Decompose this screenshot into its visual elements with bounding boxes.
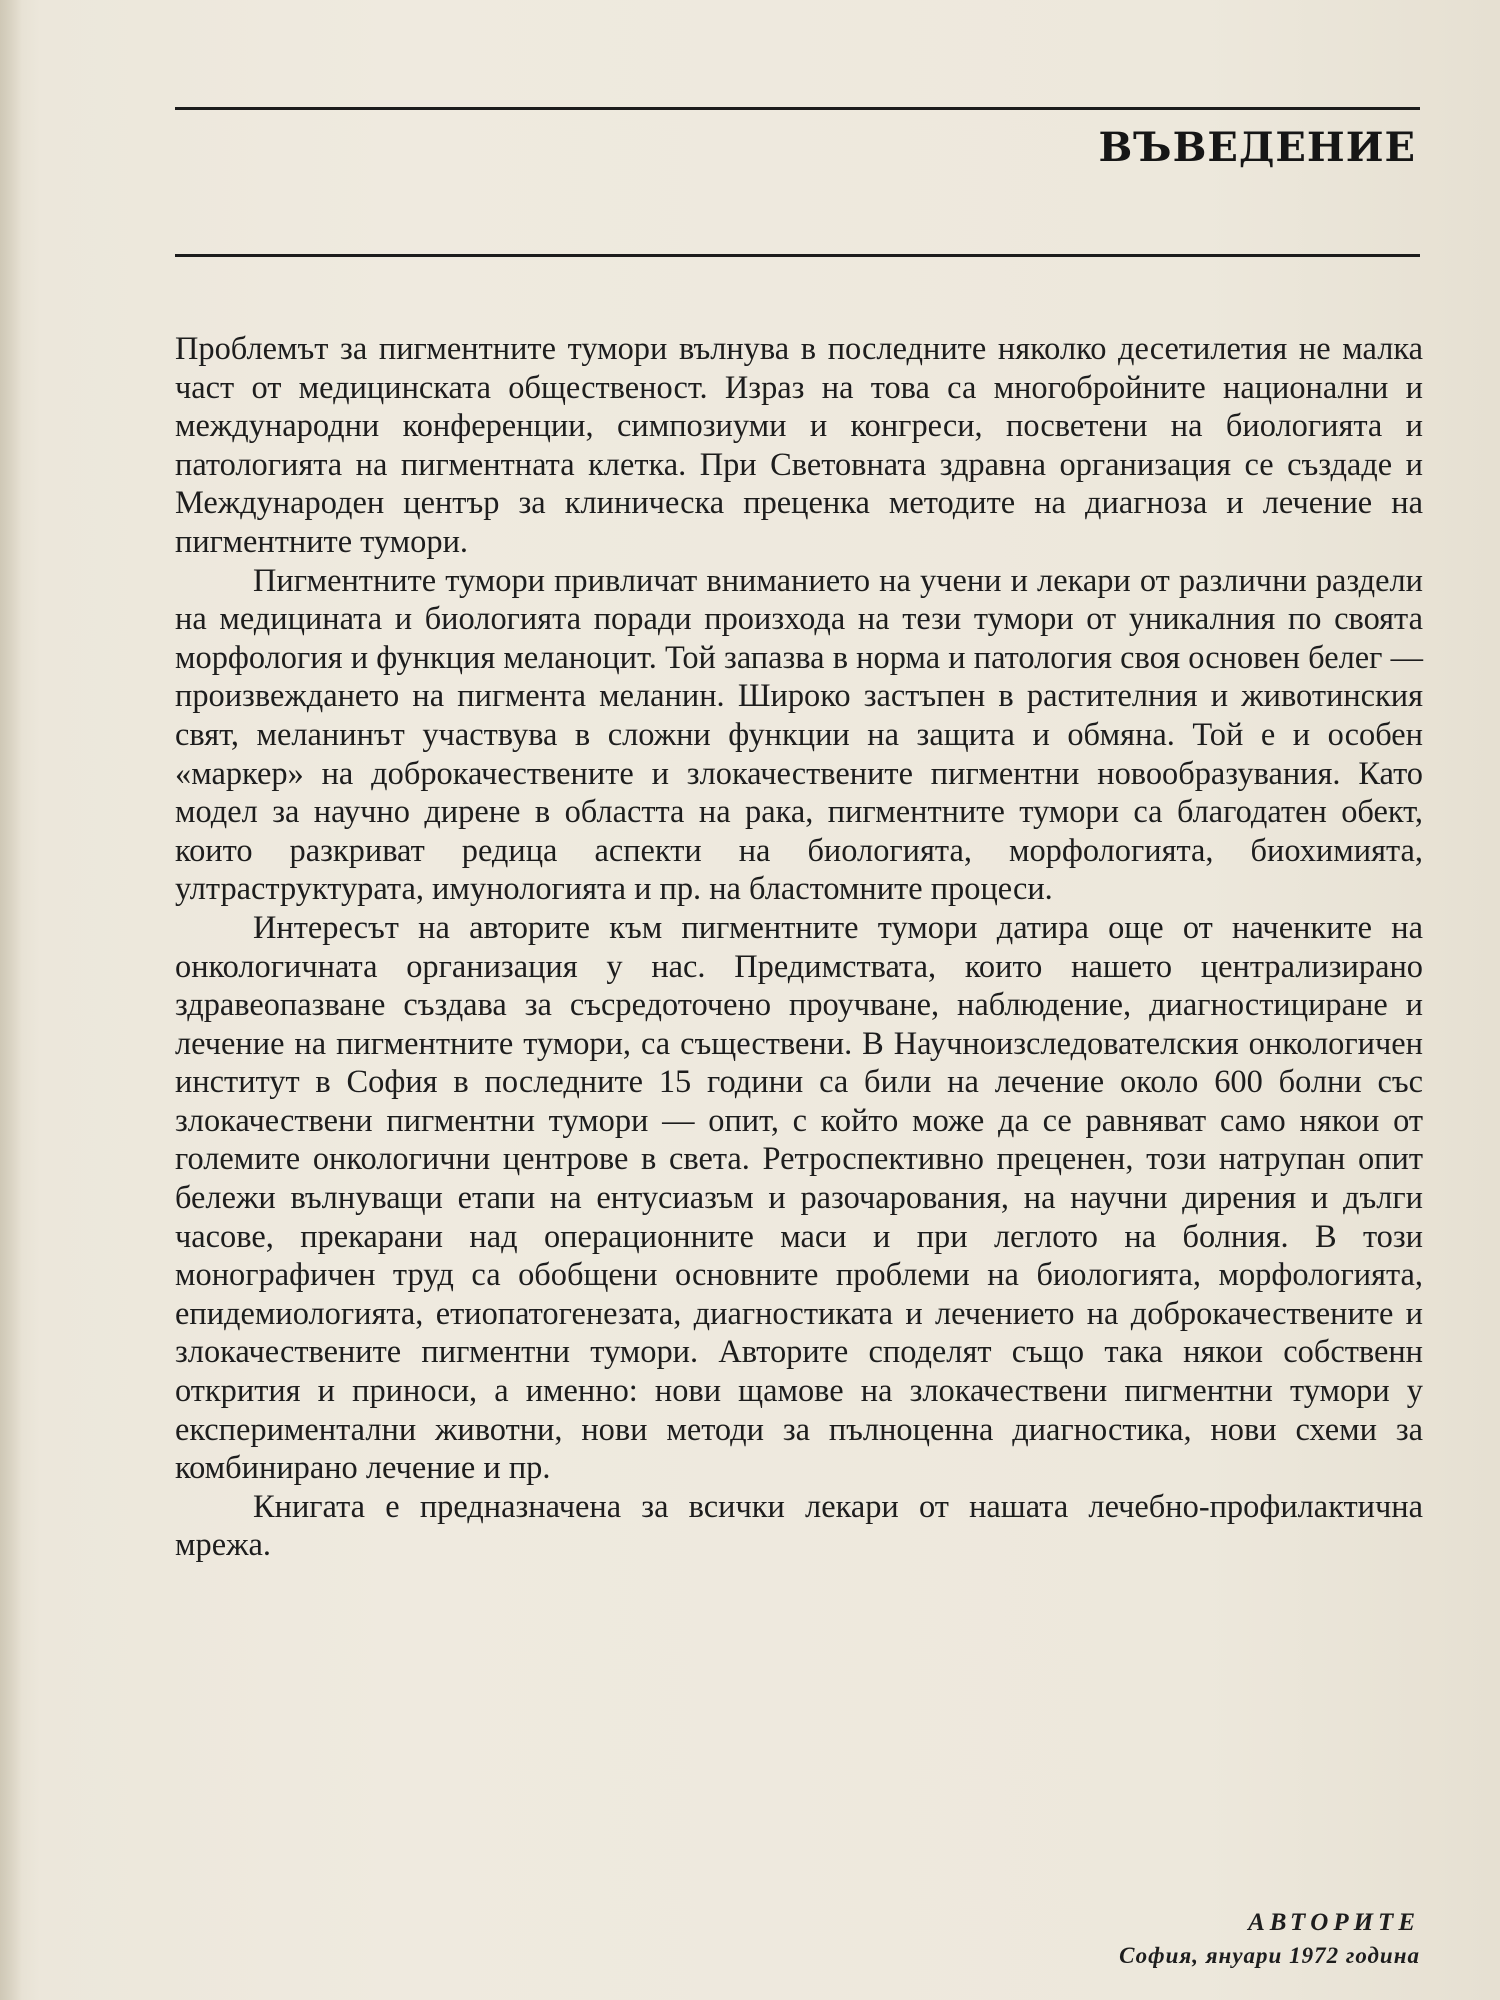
chapter-heading: ВЪВЕДЕНИЕ <box>1098 124 1416 171</box>
authors-signature: АВТОРИТЕ <box>1248 1909 1420 1936</box>
top-rule <box>175 107 1420 110</box>
body-text <box>175 330 1423 1565</box>
bottom-rule <box>175 254 1420 257</box>
signature-block <box>1119 1908 1420 1974</box>
paragraph-4: Книгата е предназначена за всички лекари от нашата лечебно-профилактична мрежа. <box>175 1488 1423 1564</box>
paragraph-2: Пигментните тумори привличат вниманието на учени и лекари от различни раздели на медицината и биологията поради произхода на тези тумори от уникалния по своята морфология и функция меланоцит. Той запазва в норма и патология своя основен белег — произвеждането на пигмента меланин. Широко застъпен в растителния и животинския свят, меланинът участвува в сложни функции на защита и обмяна. Той е и особен «маркер» на доброкачествените и злокачествените пигментни новообразувания. Като модел за научно дирене в областта на рака, пигментните тумори са благодатен обект, които разкриват редица аспекти на биологията, морфологията, биохимията, ултраструктурата, имунологията и пр. на бластомните процеси. <box>175 562 1423 908</box>
paragraph-1: Проблемът за пигментните тумори вълнува в последните няколко десетилетия не малка част от медицинската общественост. Израз на това са многобройните национални и международни конференции, симпозиуми и конгреси, посветени на биологията и патологията на пигментната клетка. При Световната здравна организация се създаде и Международен център за клиническа преценка методите на диагноза и лечение на пигментните тумори. <box>175 331 1423 560</box>
paragraph-3: Интересът на авторите към пигментните тумори датира още от наченките на онкологичната организация у нас. Предимствата, които нашето централизирано здравеопазване създава за съсредоточено проучване, наблюдение, диагностициране и лечение на пигментните тумори, са съществени. В Научноизследователския онкологичен институт в София в последните 15 години са били на лечение около 600 болни със злокачествени пигментни тумори — опит, с който може да се равняват само някои от големите онкологични центрове в света. Ретроспективно преценен, този натрупан опит бележи вълнуващи етапи на ентусиазъм и разочарования, на научни дирения и дълги часове, прекарани над операционните маси и при леглото на болния. В този монографичен труд са обобщени основните проблеми на биологията, морфологията, епидемиологията, етиопатогенезата, диагностиката и лечението на доброкачествените и злокачествените пигментни тумори. Авторите споделят също така някои собственн открития и приноси, а именно: нови щамове на злокачествени пигментни тумори у експериментални животни, нови методи за пълноценна диагностика, нови схеми за комбинирано лечение и пр. <box>175 909 1423 1487</box>
spine-shadow <box>0 0 22 2000</box>
place-date: София, януари 1972 година <box>1119 1943 1420 1968</box>
